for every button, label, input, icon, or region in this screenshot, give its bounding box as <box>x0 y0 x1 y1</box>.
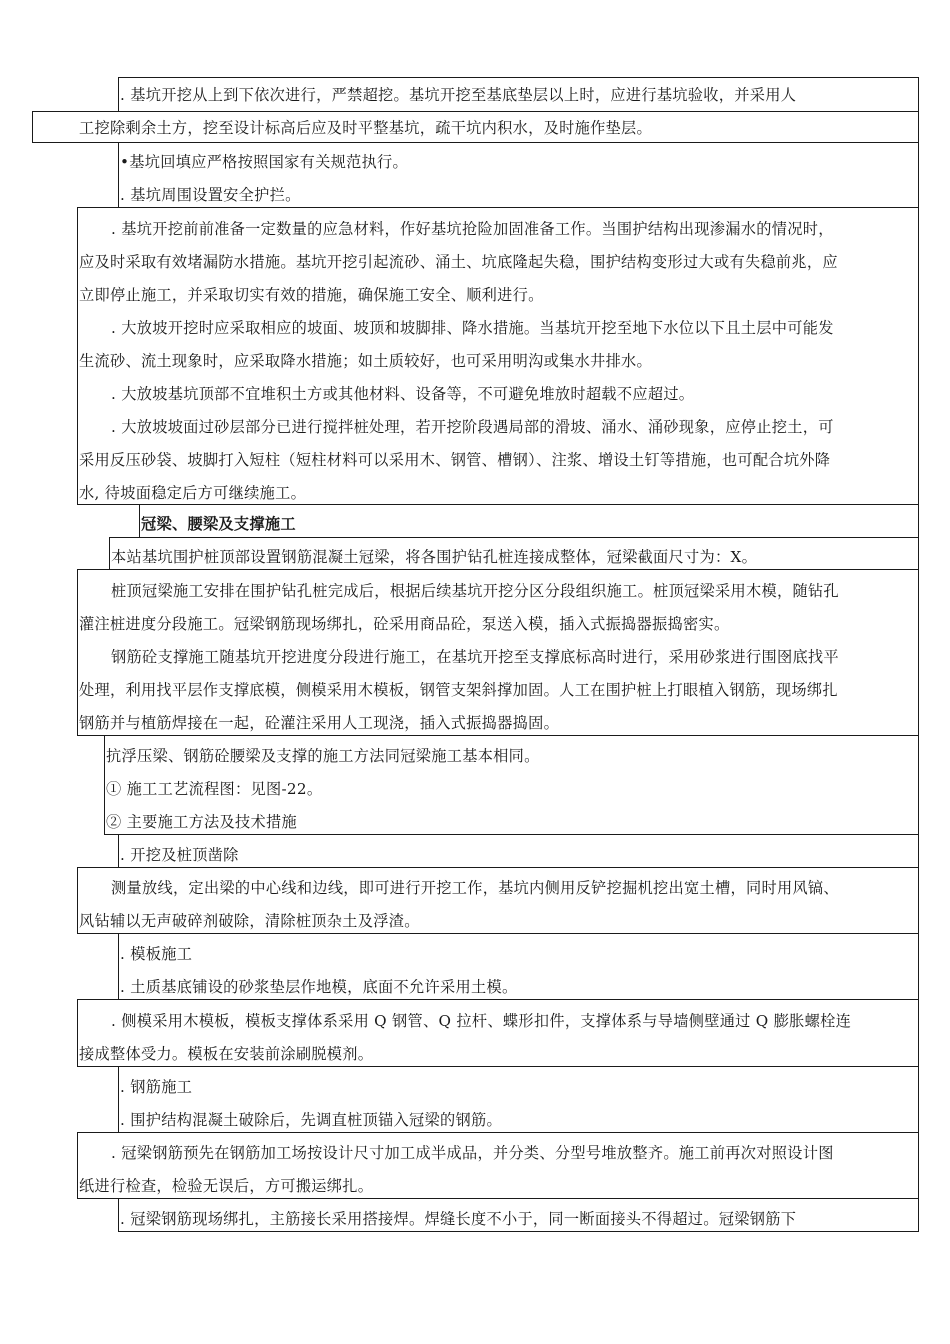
p3-line-8: 采用反压砂袋、坡脚打入短柱（短柱材料可以采用木、钢管、槽钢）、注浆、增设土钉等措施，也可配合坑外降 <box>79 451 831 469</box>
p3-line-3: 立即停止施工，并采取切实有效的措施，确保施工安全、顺利进行。 <box>79 286 544 304</box>
p8-line-1: 测量放线，定出梁的中心线和边线，即可进行开挖工作，基坑内侧用反铲挖掘机挖出宽土槽，同时用风镐、 <box>111 879 839 897</box>
p5-line-2: 灌注桩进度分段施工。冠梁钢筋现场绑扎，砼采用商品砼，泵送入模，插入式振捣器振捣密实。 <box>79 615 730 633</box>
p6-line-3: ② 主要施工方法及技术措施 <box>106 813 297 831</box>
p3-line-2: 应及时采取有效堵漏防水措施。基坑开挖引起流砂、涌土、坑底隆起失稳，围护结构变形过大或有失稳前兆，应 <box>79 253 838 271</box>
p3-line-4: . 大放坡开挖时应采取相应的坡面、坡顶和坡脚排、降水措施。当基坑开挖至地下水位以下且土层中可能发 <box>111 319 834 337</box>
p9-line-1: . 模板施工 <box>120 945 193 963</box>
p5-line-4: 处理，利用找平层作支撑底模，侧模采用木模板，钢管支架斜撑加固。人工在围护桩上打眼植入钢筋，现场绑扎 <box>79 681 838 699</box>
p3-line-5: 生流砂、流土现象时，应采取降水措施；如土质较好，也可采用明沟或集水井排水。 <box>79 352 653 370</box>
p7-line-1: . 开挖及桩顶凿除 <box>120 846 239 864</box>
p3-line-6: . 大放坡基坑顶部不宜堆积土方或其他材料、设备等，不可避免堆放时超载不应超过。 <box>111 385 695 403</box>
p10-line-2: 接成整体受力。模板在安装前涂刷脱模剂。 <box>79 1045 374 1063</box>
p3-line-7: . 大放坡坡面过砂层部分已进行搅拌桩处理，若开挖阶段遇局部的滑坡、涌水、涌砂现象，应停止挖土，可 <box>111 418 834 436</box>
p2-line-2: . 基坑周围设置安全护拦。 <box>120 186 301 204</box>
p11-line-1: . 钢筋施工 <box>120 1078 193 1096</box>
p1-line-2: 工挖除剩余土方，挖至设计标高后应及时平整基坑，疏干坑内积水，及时施作垫层。 <box>79 119 653 137</box>
p3-line-9: 水, 待坡面稳定后方可继续施工。 <box>79 484 307 502</box>
p10-line-1: . 侧模采用木模板，模板支撑体系采用 Q 钢管、Q 拉杆、蝶形扣件，支撑体系与导墙侧壁通过 Q 膨胀螺栓连 <box>111 1012 852 1030</box>
p2-line-1: •基坑回填应严格按照国家有关规范执行。 <box>120 153 409 171</box>
p12-line-2: 纸进行检查，检验无误后，方可搬运绑扎。 <box>79 1177 374 1195</box>
p11-line-2: . 围护结构混凝土破除后，先调直桩顶锚入冠梁的钢筋。 <box>120 1111 502 1129</box>
p12-line-1: . 冠梁钢筋预先在钢筋加工场按设计尺寸加工成半成品，并分类、分型号堆放整齐。施工前再次对照设计图 <box>111 1144 834 1162</box>
p13-line-1: . 冠梁钢筋现场绑扎，主筋接长采用搭接焊。焊缝长度不小于，同一断面接头不得超过。冠梁钢筋下 <box>120 1210 797 1228</box>
p5-line-5: 钢筋并与植筋焊接在一起，砼灌注采用人工现浇，插入式振捣器捣固。 <box>79 714 560 732</box>
p1-line-1: . 基坑开挖从上到下依次进行，严禁超挖。基坑开挖至基底垫层以上时，应进行基坑验收，并采用人 <box>120 86 797 104</box>
p6-line-2: ① 施工工艺流程图：见图-22。 <box>106 780 323 798</box>
p8-line-2: 风钻辅以无声破碎剂破除，清除桩顶杂土及浮渣。 <box>79 912 420 930</box>
p6-line-1: 抗浮压梁、钢筋砼腰梁及支撑的施工方法同冠梁施工基本相同。 <box>106 747 540 765</box>
p5-line-1: 桩顶冠梁施工安排在围护钻孔桩完成后，根据后续基坑开挖分区分段组织施工。桩顶冠梁采用木模，随钻孔 <box>111 582 839 600</box>
p9-line-2: . 土质基底铺设的砂浆垫层作地模，底面不允许采用土模。 <box>120 978 518 996</box>
p4-line-1: 本站基坑围护桩顶部设置钢筋混凝土冠梁，将各围护钻孔桩连接成整体，冠梁截面尺寸为：X。 <box>111 548 758 566</box>
p3-line-1: . 基坑开挖前前准备一定数量的应急材料，作好基坑抢险加固准备工作。当围护结构出现渗漏水的情况时， <box>111 220 834 238</box>
section-heading: 冠梁、腰梁及支撑施工 <box>141 515 296 533</box>
p5-line-3: 钢筋砼支撑施工随基坑开挖进度分段进行施工，在基坑开挖至支撑底标高时进行，采用砂浆进行围囹底找平 <box>111 648 839 666</box>
